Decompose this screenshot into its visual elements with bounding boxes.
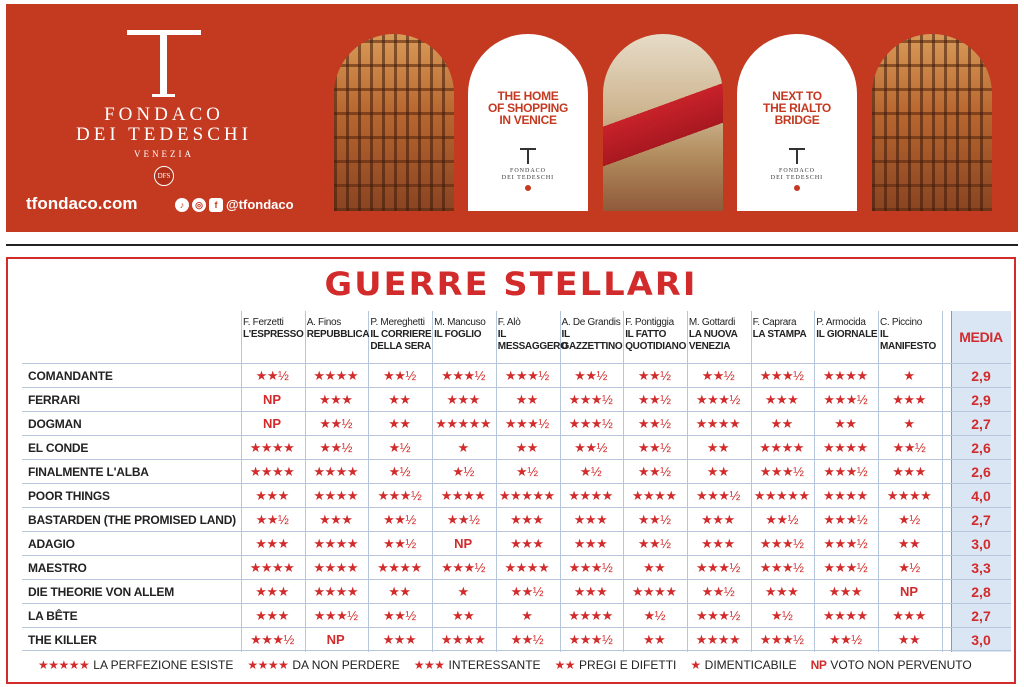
critic-name: A. Finos	[306, 317, 341, 328]
rating-cell: ★★★	[892, 608, 926, 623]
rating-cell: ★★★★★	[753, 488, 810, 503]
rating-cell: ★½	[388, 464, 411, 479]
legend-item	[38, 658, 233, 672]
critic-header	[689, 317, 753, 353]
rating-cell: ★★★	[573, 584, 608, 599]
critic-header	[753, 317, 817, 341]
rating-cell: ★★★★	[313, 464, 358, 479]
table-row	[22, 603, 1011, 627]
rating-cell: ★★★½	[695, 608, 740, 623]
social-handle[interactable]: @tfondaco	[226, 197, 294, 212]
critic-publication: IL FOGLIO	[434, 329, 482, 340]
critic-publication: IL MESSAGGERO	[497, 329, 568, 352]
legend-symbol: ★★★	[413, 658, 445, 672]
film-title: DIE THEORIE VON ALLEM	[28, 585, 175, 599]
rating-cell: ★★★½	[759, 560, 804, 575]
rating-cell: ★★★	[828, 584, 863, 599]
media-value: 2,9	[971, 392, 991, 408]
tiktok-icon[interactable]: ♪	[175, 198, 189, 212]
facebook-icon[interactable]: f	[209, 198, 223, 212]
arch1-line2: OF SHOPPING	[487, 101, 569, 115]
rating-cell: ★★★	[446, 392, 480, 407]
critic-name: P. Armocida	[816, 317, 866, 328]
table-row	[22, 483, 1011, 507]
rating-cell: ★★★★	[695, 416, 741, 431]
critic-publication: DELLA SERA	[370, 341, 431, 352]
rating-cell: ★★½	[319, 440, 353, 455]
rating-cell: ★★½	[701, 584, 735, 599]
rating-cell: ★★½	[383, 368, 416, 383]
film-title: FINALMENTE L'ALBA	[28, 465, 149, 479]
rating-cell: ★★★½	[759, 632, 804, 647]
critic-header	[625, 317, 689, 353]
rating-cell: ★★	[897, 536, 921, 551]
rating-cell: ★★½	[637, 536, 671, 551]
film-title: DOGMAN	[28, 417, 82, 431]
critic-publication: LA STAMPA	[752, 329, 807, 340]
rating-cell: ★½	[898, 560, 920, 575]
rating-cell: ★★	[643, 632, 666, 647]
rating-cell: ★★★★	[313, 560, 358, 575]
legend-symbol: ★★	[554, 658, 576, 672]
critic-name: P. Mereghetti	[370, 317, 425, 328]
rating-cell: ★½	[579, 464, 602, 479]
rating-cell: ★★★	[573, 536, 608, 551]
legend-item	[555, 658, 677, 672]
rating-cell: ★★★	[701, 536, 735, 551]
rating-cell: ★★★	[892, 464, 926, 479]
rating-cell: ★★	[706, 440, 730, 455]
rating-cell: ★★½	[637, 368, 671, 383]
rating-cell: ★★★	[318, 512, 353, 527]
rating-cell: ★★	[770, 416, 793, 431]
rating-cell: ★★	[388, 416, 411, 431]
media-value: 2,7	[971, 416, 991, 432]
rating-cell: ★★★★	[822, 608, 868, 623]
rating-cell: ★★★½	[823, 560, 868, 575]
critic-publication: LA NUOVA	[688, 329, 738, 340]
rating-cell: ★★	[643, 560, 666, 575]
legend-symbol: NP	[810, 658, 827, 672]
rating-cell: ★★★½	[568, 392, 613, 407]
table-row	[22, 579, 1011, 603]
dfs-badge: DFS	[154, 166, 174, 186]
critic-publication: VENEZIA	[688, 341, 731, 352]
rating-cell: ★★★★	[440, 488, 486, 503]
rating-cell: ★★★★★	[435, 416, 491, 431]
rating-cell: ★★★★	[822, 368, 868, 383]
rating-cell: ★★★★	[440, 632, 486, 647]
rating-cell: NP	[262, 392, 282, 407]
rating-cell: ★★★★	[249, 464, 295, 479]
rating-cell: ★★★½	[759, 536, 804, 551]
film-title: EL CONDE	[28, 441, 89, 455]
critic-name: M. Gottardi	[688, 317, 736, 328]
rating-cell: ★★★½	[695, 560, 740, 575]
rating-cell: ★★★★	[822, 440, 868, 455]
rating-cell: ★★★½	[823, 536, 868, 551]
rating-cell: ★	[903, 416, 915, 431]
rating-cell: ★★½	[383, 536, 416, 551]
table-row	[22, 411, 1011, 435]
mini-logo-icon	[789, 148, 805, 164]
legend-item	[811, 658, 972, 672]
rating-cell: ★★★½	[823, 512, 868, 527]
rating-cell: ★★★½	[441, 368, 485, 383]
rating-cell: ★	[521, 608, 533, 623]
rating-cell: NP	[262, 416, 282, 431]
film-title: FERRARI	[28, 393, 80, 407]
rating-cell: ★★★	[701, 512, 735, 527]
rating-cell: ★★½	[574, 440, 607, 455]
table-row	[22, 363, 1011, 387]
critic-header	[243, 317, 307, 341]
arch2-line3: BRIDGE	[774, 113, 820, 127]
mini-brand-line1: FONDACO	[509, 168, 546, 174]
rating-cell: ★★★★	[504, 560, 550, 575]
mini-logo-icon	[520, 148, 536, 164]
critic-header	[816, 317, 880, 341]
table-row	[22, 531, 1011, 555]
legend-item	[414, 658, 541, 672]
legend-symbol: ★	[690, 658, 701, 672]
table-row	[22, 435, 1011, 459]
rating-cell: ★	[457, 440, 469, 455]
rating-cell: ★★½	[255, 368, 289, 383]
rating-cell: ★★★★	[568, 488, 613, 503]
rating-cell: ★★½	[701, 368, 735, 383]
rating-cell: ★★	[706, 464, 730, 479]
table-row	[22, 555, 1011, 579]
mini-brand-line2: DEI TEDESCHI	[501, 175, 555, 181]
section-divider	[6, 244, 1018, 246]
mini-dfs-icon	[794, 185, 800, 191]
rating-cell: ★★★½	[568, 560, 613, 575]
rating-cell: ★★★½	[441, 560, 485, 575]
media-header: MEDIA	[959, 329, 1003, 345]
rating-cell: ★★★½	[250, 632, 294, 647]
critic-header	[370, 317, 434, 353]
rating-cell: NP	[454, 536, 473, 551]
rating-cell: ★★★★	[313, 368, 358, 383]
rating-cell: ★½	[388, 440, 411, 455]
rating-cell: ★★★	[255, 608, 289, 623]
brand-name-line1: FONDACO	[104, 104, 224, 125]
rating-cell: ★½	[452, 464, 474, 479]
social-links[interactable]	[175, 197, 294, 212]
rating-cell: ★★½	[765, 512, 798, 527]
brand-city: VENEZIA	[134, 149, 194, 159]
media-value: 4,0	[971, 488, 991, 504]
legend-item	[690, 658, 796, 672]
rating-cell: ★★★★	[249, 440, 295, 455]
rating-cell: ★½	[898, 512, 920, 527]
legend-symbol: ★★★★	[247, 658, 289, 672]
media-value: 2,6	[971, 440, 991, 456]
arch2-line1: NEXT TO	[772, 89, 822, 103]
rating-cell: ★★★★	[631, 488, 677, 503]
table-row	[22, 459, 1011, 483]
critic-publication: IL GIORNALE	[816, 329, 878, 340]
rating-cell: ★★★	[892, 392, 926, 407]
legend-label: DA NON PERDERE	[292, 658, 400, 672]
critic-header	[880, 317, 944, 353]
rating-cell: ★★★★	[313, 488, 358, 503]
media-value: 2,9	[971, 368, 991, 384]
legend-label: INTERESSANTE	[448, 658, 541, 672]
rating-cell: NP	[899, 584, 919, 599]
media-value: 3,0	[971, 632, 991, 648]
ratings-panel	[6, 257, 1016, 684]
rating-cell: ★★	[897, 632, 921, 647]
rating-cell: ★★★	[318, 392, 353, 407]
advertisement-banner	[6, 4, 1018, 232]
table-row	[22, 507, 1011, 531]
film-title: THE KILLER	[28, 633, 97, 647]
rating-cell: ★★★	[255, 488, 289, 503]
table-row	[22, 387, 1011, 411]
rating-cell: ★★½	[446, 512, 480, 527]
critic-name: C. Piccino	[880, 317, 923, 328]
store-escalator-photo	[603, 34, 723, 211]
critic-publication: QUOTIDIANO	[625, 341, 687, 352]
rating-cell: ★★★★	[695, 632, 741, 647]
rating-cell: ★★★	[764, 392, 799, 407]
critic-name: F. Alò	[497, 317, 521, 328]
mini-dfs-icon	[525, 185, 531, 191]
critic-header	[497, 317, 568, 353]
rating-cell: ★★★★	[313, 584, 358, 599]
rating-cell: ★★½	[637, 392, 671, 407]
critic-header	[562, 317, 626, 353]
rating-cell: NP	[326, 632, 345, 647]
rating-cell: ★★½	[319, 416, 353, 431]
rating-cell: ★	[457, 584, 469, 599]
fondaco-logo-icon	[127, 30, 201, 98]
rating-cell: ★★★½	[823, 392, 868, 407]
arch1-line1: THE HOME	[497, 89, 559, 103]
rating-cell: ★★½	[510, 584, 544, 599]
film-title: POOR THINGS	[28, 489, 110, 503]
rating-cell: ★★★★	[249, 560, 295, 575]
media-value: 3,0	[971, 536, 991, 552]
rating-cell: ★★½	[637, 440, 671, 455]
film-title: ADAGIO	[28, 537, 75, 551]
rating-cell: ★★★½	[568, 632, 613, 647]
rating-cell: ★★★	[510, 512, 544, 527]
arch-panel-rialto	[737, 34, 857, 211]
media-value: 3,3	[971, 560, 991, 576]
mini-brand-line1: FONDACO	[778, 168, 815, 174]
legend-label: DIMENTICABILE	[704, 658, 797, 672]
rating-cell: ★★½	[637, 464, 671, 479]
rating-cell: ★★★½	[823, 464, 868, 479]
rating-cell: ★★½	[255, 512, 289, 527]
rating-cell: ★★★	[382, 632, 417, 647]
rating-cell: ★★★★	[313, 536, 358, 551]
film-title: LA BÊTE	[28, 609, 78, 623]
rating-cell: ★★★½	[377, 488, 422, 503]
rating-cell: ★★★★	[822, 488, 868, 503]
critic-publication: IL MANIFESTO	[880, 329, 937, 352]
critic-publication: L'ESPRESSO	[243, 329, 304, 340]
instagram-icon[interactable]: ◎	[192, 198, 206, 212]
rating-cell: ★½	[643, 608, 665, 623]
rating-cell: ★★★½	[695, 392, 740, 407]
critic-name: A. De Grandis	[561, 317, 621, 328]
rating-cell: ★★★½	[504, 368, 549, 383]
rating-cell: ★★★½	[759, 368, 804, 383]
rating-cell: ★★★	[255, 584, 289, 599]
rating-cell: ★★	[515, 440, 538, 455]
rating-cell: ★★★½	[568, 416, 613, 431]
rating-cell: ★★★★	[377, 560, 422, 575]
rating-cell: ★★★★	[631, 584, 677, 599]
rating-cell: ★★½	[637, 416, 671, 431]
media-value: 2,6	[971, 464, 991, 480]
critic-header	[434, 317, 498, 341]
legend-item	[247, 658, 399, 672]
rating-cell: ★★	[834, 416, 857, 431]
critic-name: M. Mancuso	[434, 317, 486, 328]
rating-cell: ★★★★	[568, 608, 613, 623]
rating-cell: ★★	[388, 392, 411, 407]
rating-cell: ★★★	[764, 584, 799, 599]
legend-label: LA PERFEZIONE ESISTE	[93, 658, 234, 672]
rating-cell: ★★½	[510, 632, 544, 647]
rating-legend	[38, 655, 998, 675]
rating-cell: ★★★★★	[498, 488, 555, 503]
rating-cell: ★½	[770, 608, 793, 623]
media-value: 2,8	[971, 584, 991, 600]
store-atrium-photo	[334, 34, 454, 211]
rating-cell: ★	[903, 368, 915, 383]
legend-label: PREGI E DIFETTI	[579, 658, 677, 672]
rating-cell: ★★★★	[759, 440, 804, 455]
critic-name: F. Caprara	[752, 317, 797, 328]
rating-cell: ★★½	[574, 368, 607, 383]
critic-publication: IL CORRIERE	[370, 329, 432, 340]
rating-cell: ★★	[451, 608, 475, 623]
critic-name: F. Pontiggia	[625, 317, 674, 328]
rating-cell: ★½	[516, 464, 538, 479]
rating-cell: ★★★	[573, 512, 608, 527]
legend-symbol: ★★★★★	[38, 658, 90, 672]
critic-header	[307, 317, 371, 341]
rating-cell: ★★½	[892, 440, 926, 455]
rating-cell: ★★★	[255, 536, 289, 551]
arch-panel-home-of-shopping	[468, 34, 588, 211]
rating-cell: ★★½	[383, 608, 416, 623]
website-link[interactable]: tfondaco.com	[26, 194, 138, 213]
film-title: MAESTRO	[28, 561, 87, 575]
film-title: BASTARDEN (THE PROMISED LAND)	[28, 513, 236, 527]
mini-brand-line2: DEI TEDESCHI	[770, 175, 824, 181]
rating-cell: ★★½	[637, 512, 671, 527]
rating-cell: ★★★½	[695, 488, 740, 503]
media-value: 2,7	[971, 608, 991, 624]
rating-cell: ★★★½	[504, 416, 549, 431]
brand-name-line2: DEI TEDESCHI	[76, 124, 252, 145]
arch1-line3: IN VENICE	[499, 113, 557, 127]
rating-cell: ★★★★	[886, 488, 932, 503]
store-galleries-photo	[872, 34, 992, 211]
rating-cell: ★★½	[383, 512, 416, 527]
critic-publication: IL GAZZETTINO	[561, 329, 623, 352]
media-value: 2,7	[971, 512, 991, 528]
rating-cell: ★★½	[828, 632, 862, 647]
rating-cell: ★★★	[510, 536, 544, 551]
critic-name: F. Ferzetti	[243, 317, 284, 328]
critic-publication: IL FATTO	[625, 329, 667, 340]
critic-publication: REPUBBLICA	[306, 329, 370, 340]
rating-cell: ★★	[388, 584, 411, 599]
rating-cell: ★★★½	[313, 608, 358, 623]
rating-cell: ★★	[515, 392, 538, 407]
film-title: COMANDANTE	[28, 369, 113, 383]
table-row	[22, 627, 1011, 651]
arch2-line2: THE RIALTO	[763, 101, 831, 115]
rating-cell: ★★★½	[759, 464, 804, 479]
legend-label: VOTO NON PERVENUTO	[830, 658, 972, 672]
page-title: GUERRE STELLARI	[324, 265, 698, 303]
